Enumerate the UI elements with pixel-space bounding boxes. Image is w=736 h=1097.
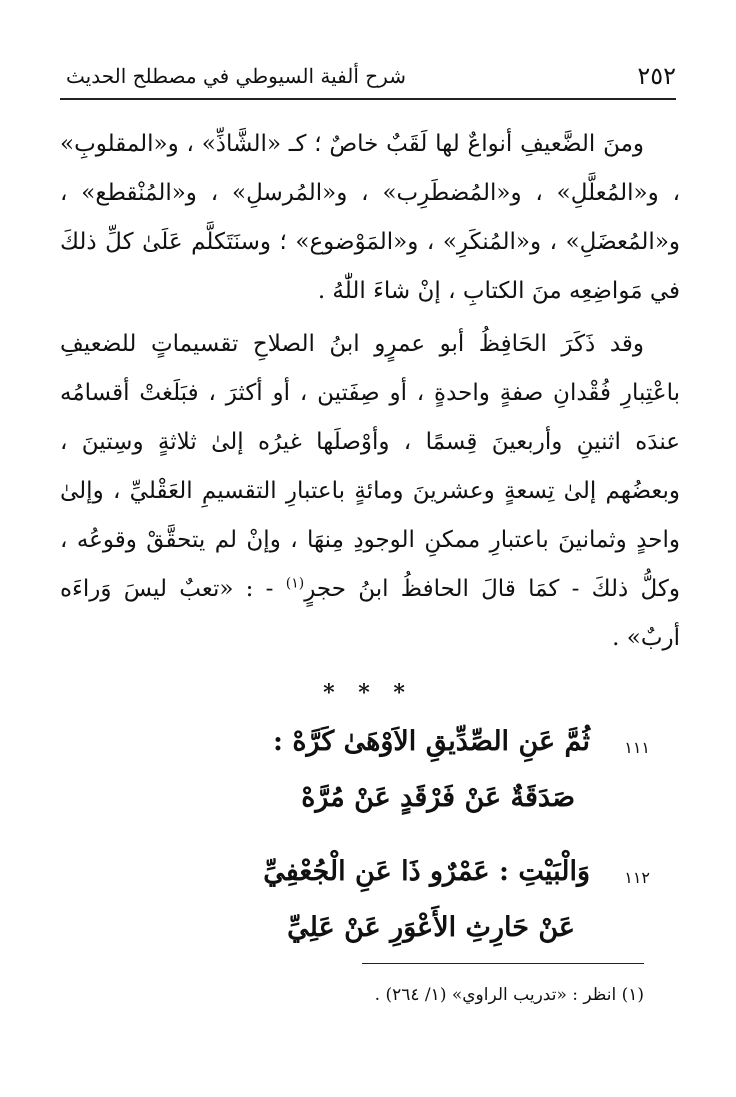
verse-second-hemistich: صَدَقَةٌ عَنْ فَرْقَدٍ عَنْ مُرَّهْ [301, 782, 575, 813]
verse-second-hemistich: عَنْ حَارِثِ الأَعْوَرِ عَنْ عَلِيِّ [287, 912, 575, 943]
page-number: ٢٥٢ [637, 62, 676, 90]
verse-number: ١١٢ [624, 868, 650, 887]
paragraph-2-text: وقد ذَكَرَ الحَافِظُ أبو عمرٍو ابنُ الصلاحِ تقسيماتٍ للضعيفِ باعْتِبارِ فُقْدانِ صفةٍ واحدةٍ ، أو صِفَتين ، أو أكثرَ ، فبَلَغتْ أقسامُه عندَه اثنينِ وأربعينَ قِسمًا ، وأوْصلَها غيرُه إلىٰ ثلاثةٍ وسِتينَ ، وبعضُهم إلىٰ تِسعةٍ وعشرينَ ومائةٍ باعتبارِ التقسيمِ العَقْليِّ ، وإلىٰ واحدٍ وثمانينَ باعتبارِ ممكنِ الوجودِ مِنهَا ، وإنْ لم يتحقَّقْ وقوعُه ، وكلُّ ذلكَ - كمَا قالَ الحافظُ ابنُ حجرٍ [60, 331, 680, 602]
verse-number: ١١١ [624, 738, 650, 757]
paragraph-1: ومنَ الضَّعيفِ أنواعٌ لها لَقَبٌ خاصٌ ؛ كـ «الشَّاذِّ» ، و«المقلوبِ» ، و«المُعلَّلِ» ، و«المُضطَرِب» ، و«المُرسلِ» ، و«المُنْقطع» ، و«المُعضَلِ» ، و«المُنكَرِ» ، و«المَوْضوع» ؛ وسنَتَكلَّم عَلَىٰ كلِّ ذلكَ في مَواضِعِه منَ الكتابِ ، إنْ شاءَ اللّٰهُ . [60, 131, 680, 304]
verse-112 [60, 854, 680, 984]
verse-block [60, 724, 680, 984]
verse-111 [60, 724, 680, 854]
paragraph-2 [60, 320, 680, 663]
verse-first-hemistich: وَالْبَيْتِ : عَمْرٌو ذَا عَنِ الْجُعْفِيِّ [263, 856, 590, 887]
footnote: (١) انظر : «تدريب الراوي» (١/ ٢٦٤) . [374, 985, 644, 1005]
page-header [60, 58, 676, 100]
running-title: شرح ألفية السيوطي في مصطلح الحديث [66, 64, 406, 88]
prose-body [60, 120, 680, 663]
paragraph-2-quote: - : «تعبٌ ليسَ وَراءَه أربٌ» . [60, 576, 680, 651]
section-separator: * * * [323, 680, 413, 706]
footnote-reference[interactable]: (١) [285, 575, 305, 592]
verse-first-hemistich: ثُمَّ عَنِ الصِّدِّيقِ الاَوْهَىٰ كَرَّهْ : [272, 726, 590, 757]
footnote-divider [362, 963, 644, 964]
